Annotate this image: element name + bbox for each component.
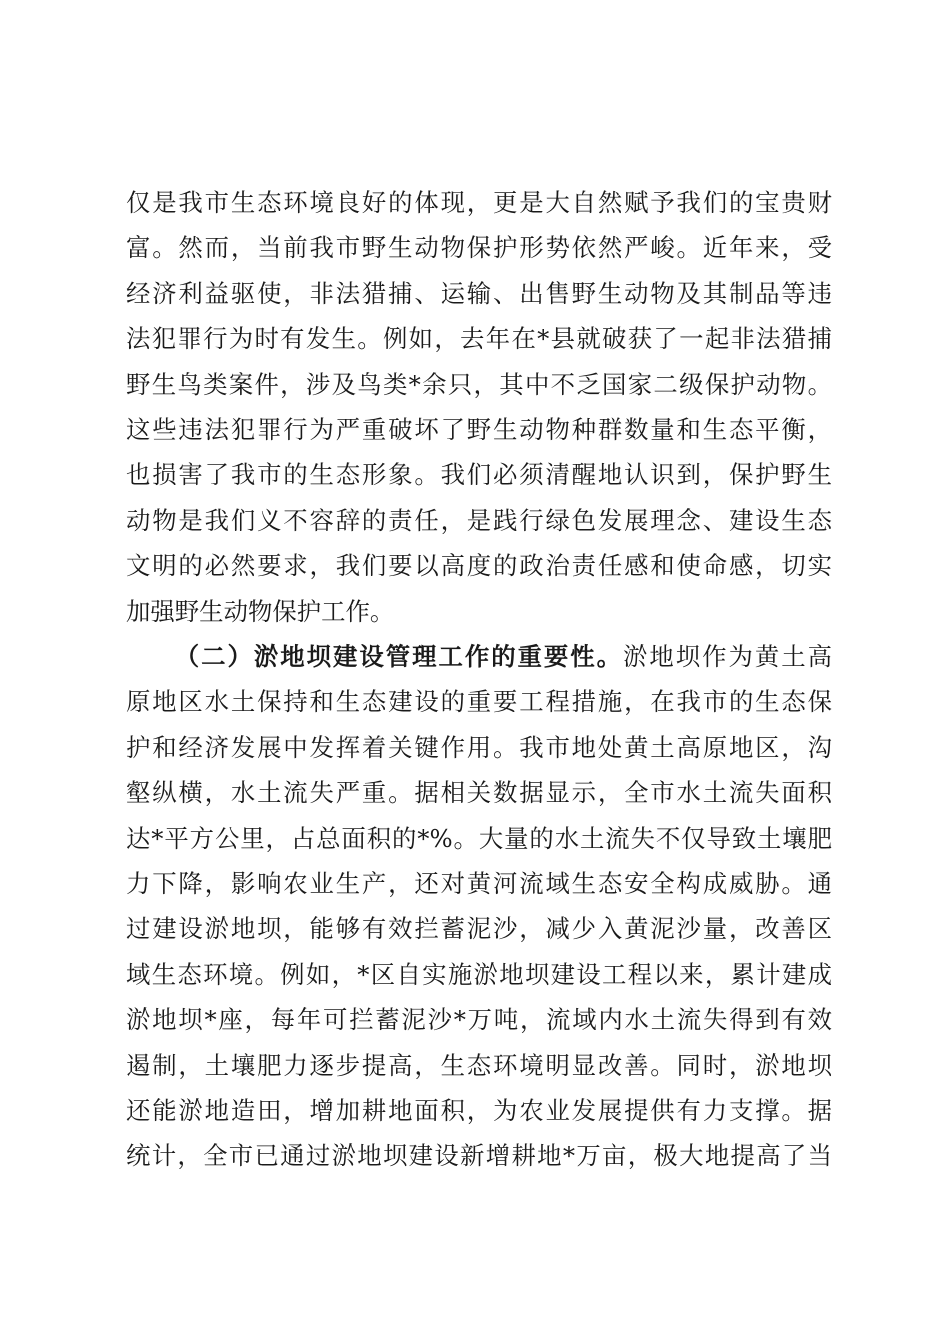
paragraph-line: 达*平方公里，占总面积的*%。大量的水土流失不仅导致土壤肥 <box>126 823 832 853</box>
paragraph-line: 富。然而，当前我市野生动物保护形势依然严峻。近年来，受 <box>126 233 832 263</box>
paragraph-line: 加强野生动物保护工作。 <box>126 596 395 626</box>
paragraph-line: 文明的必然要求，我们要以高度的政治责任感和使命感，切实 <box>126 551 832 581</box>
paragraph-line: 过建设淤地坝，能够有效拦蓄泥沙，减少入黄泥沙量，改善区 <box>126 914 832 944</box>
paragraph-line: 域生态环境。例如，*区自实施淤地坝建设工程以来，累计建成 <box>126 959 832 989</box>
paragraph-wildlife-protection <box>126 180 832 634</box>
paragraph-line: 护和经济发展中发挥着关键作用。我市地处黄土高原地区，沟 <box>126 732 832 762</box>
paragraph-line: 法犯罪行为时有发生。例如，去年在*县就破获了一起非法猎捕 <box>126 324 832 354</box>
paragraph-line: 淤地坝*座，每年可拦蓄泥沙*万吨，流域内水土流失得到有效 <box>126 1005 832 1035</box>
paragraph-line: 统计，全市已通过淤地坝建设新增耕地*万亩，极大地提高了当 <box>126 1141 832 1171</box>
paragraph-line: 动物是我们义不容辞的责任，是践行绿色发展理念、建设生态 <box>126 505 832 535</box>
paragraph-first-line <box>126 634 832 679</box>
paragraph-line: 这些违法犯罪行为严重破坏了野生动物种群数量和生态平衡， <box>126 414 832 444</box>
paragraph-line: 力下降，影响农业生产，还对黄河流域生态安全构成威胁。通 <box>126 868 832 898</box>
paragraph-line: 野生鸟类案件，涉及鸟类*余只，其中不乏国家二级保护动物。 <box>126 369 832 399</box>
section-heading: （二）淤地坝建设管理工作的重要性。 <box>174 642 624 671</box>
paragraph-line: 经济利益驱使，非法猎捕、运输、出售野生动物及其制品等违 <box>126 278 832 308</box>
paragraph-line: 还能淤地造田，增加耕地面积，为农业发展提供有力支撑。据 <box>126 1095 832 1125</box>
paragraph-line: 壑纵横，水土流失严重。据相关数据显示，全市水土流失面积 <box>126 778 832 808</box>
paragraph-line: 遏制，土壤肥力逐步提高，生态环境明显改善。同时，淤地坝 <box>126 1050 832 1080</box>
paragraph-line: 仅是我市生态环境良好的体现，更是大自然赋予我们的宝贵财 <box>126 188 832 217</box>
paragraph-line: 也损害了我市的生态形象。我们必须清醒地认识到，保护野生 <box>126 460 832 490</box>
paragraph-silt-dam <box>126 634 832 1179</box>
heading-line-rest: 淤地坝作为黄土高 <box>623 642 832 671</box>
paragraph-line: 原地区水土保持和生态建设的重要工程措施，在我市的生态保 <box>126 687 832 717</box>
